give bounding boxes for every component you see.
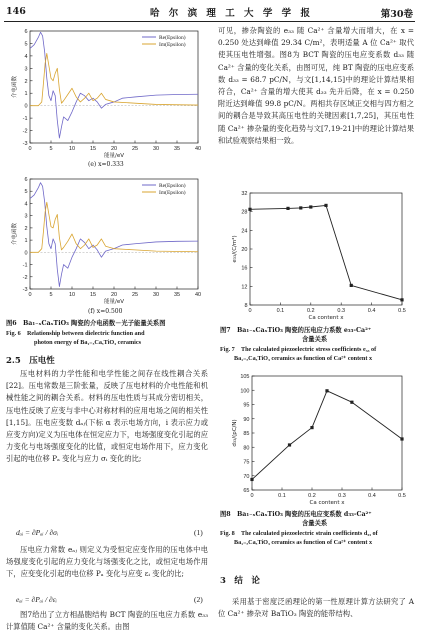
fig6f-x-axis-label: 能量/eV (104, 299, 124, 305)
results-paragraph-text: 可见，掺杂陶瓷的 e₃₃ 随 Ca²⁺ 含量增大而增大，在 x = 0.250 处达到峰值 29.34 C/m²，表明适量 A 位 Ca²⁺ 取代使其压电性增强。图8为 BCT 陶瓷的压电应变系数 d₃₃ 随 Ca²⁺ 含量的变化关系，由图可见，纯 BT 陶瓷的压电应变系数 d₃₃ = 68.7 pC/N，与文[1,14,15]中的理论计算结果相符合，Ca²⁺ 含量的增大使其 d₃₃ 先升后降，在 x = 0.250 附近达到峰值 99.8 pC/N。两相共存区域正交相与四方相之间的耦合是导致其高压电性的关键因素[1,7,25]，其压电性随 Ca²⁺ 掺杂量的变化趋势与文[7,19-21]中的理论计算结果和试验观察结果相一致。 (218, 26, 414, 145)
fig8-plot-frame (252, 376, 402, 490)
fig7-caption-cn-2: 含量关系 (302, 336, 328, 343)
fig8-y-tick-label: 105 (240, 374, 250, 380)
fig6f-sublabel: (f) x=0.500 (88, 308, 123, 315)
fig6f-legend-label-1: Im(Epsilon) (159, 190, 186, 196)
fig6f-y-tick-label: 5 (24, 189, 28, 196)
fig7-x-tick-label: 0.4 (367, 308, 376, 314)
fig7-data-point (350, 284, 353, 287)
fig6e-y-axis-label: 介电函数 (12, 75, 18, 99)
fig6f-y-tick-label: 0 (24, 250, 28, 257)
fig8-x-tick-label: 0.2 (308, 493, 316, 499)
fig6f-y-tick-label: 1 (24, 238, 28, 245)
fig6-caption-en-1: Fig. 6 Relationship between dielectric function and (6, 330, 145, 337)
fig6e-chart (10, 27, 202, 161)
fig6f-x-tick-label: 5 (49, 292, 53, 298)
fig7-data-point (400, 298, 403, 301)
fig6f-x-tick-label: 25 (131, 292, 139, 298)
fig6e-x-tick-label: 35 (173, 146, 181, 152)
equation-1-number: (1) (194, 528, 203, 537)
para1-text: 压电材料的力学性能和电学性能之间存在线性耦合关系[22]。压电常数是三阶张量，反映了压电材料的介电性能和机械性能之间的耦合关系。材料的压电性质与其成分密切相关，压电性反映了应变与非中心对称材料的应用电场之间的相关性[1,15]。压电应变数 dₐⱼ(下标 α 表示电场方向，i 表示应力或应变方向)定义为压电体在恒定应力下，电场强度变化引起的应力变化与电场强度变化的比值，或恒定电场作用下，应力变化引起的电位移 Pₐ 变化与应力 σᵢ 变化的比; (6, 369, 208, 464)
fig8-svg (230, 370, 410, 510)
fig6e-x-axis-label: 能量/eV (104, 153, 124, 159)
fig8-data-point (400, 437, 403, 440)
section-3-para-text: 采用基于密度泛函理论的第一性原理计算方法研究了 A 位 Ca²⁺ 掺杂对 BaTiO₃ 陶瓷的能带结构、 (218, 597, 414, 619)
fig6f-y-tick-label: 2 (24, 225, 28, 232)
fig6e-y-tick-label: 6 (24, 29, 28, 35)
fig6e-x-tick-label: 40 (194, 146, 202, 152)
fig7-caption-en-2: Ba₁₋ₓCaₓTiO₃ ceramics as function of Ca²⁺ content x (234, 355, 373, 362)
fig7-series-0-line (250, 205, 402, 299)
fig6f-x-tick-label: 30 (152, 292, 160, 298)
fig6e-series-0-line (30, 32, 198, 138)
fig6e-x-tick-label: 30 (152, 146, 160, 152)
fig6e-sublabel: (e) x=0.333 (88, 161, 124, 168)
fig8-y-tick-label: 75 (243, 459, 250, 466)
journal-title: 哈 尔 滨 理 工 大 学 学 报 (150, 8, 313, 19)
fig7-caption-cn-1: 图7 Ba₁₋ₓCaₓTiO₃ 陶瓷的压电应力系数 e₃₃-Ca²⁺ (220, 327, 372, 334)
fig8-y-axis-label: d₃₃/(pC/N) (232, 419, 238, 447)
fig7-y-tick-label: 20 (241, 247, 248, 253)
fig8-data-point (350, 401, 353, 404)
fig6e-y-tick-label: -3 (22, 141, 28, 147)
fig6e-y-tick-label: 2 (24, 78, 28, 85)
fig8-data-point (325, 389, 328, 392)
fig8-y-tick-label: 90 (243, 416, 250, 423)
fig6f-y-tick-label: -1 (22, 262, 28, 269)
fig7-x-tick-label: 0.1 (276, 308, 285, 314)
fig7-y-tick-label: 28 (241, 209, 248, 216)
fig8-x-tick-label: 0.1 (278, 493, 286, 499)
fig8-caption-en-2: Ba₁₋ₓCaₓTiO₃ ceramics as function of Ca²⁺ content x (234, 539, 373, 546)
fig8-x-axis-label: Ca content x (309, 500, 345, 506)
fig6e-legend-label-1: Im(Epsilon) (159, 42, 186, 48)
fig6e-legend-label-0: Re(Epsilon) (159, 35, 186, 41)
fig7-y-tick-label: 8 (244, 303, 248, 309)
equation-1: dₐᵢ = ∂Pₐᵢ / ∂σᵢ (16, 528, 59, 537)
fig8-y-tick-label: 65 (243, 488, 250, 494)
fig7-y-tick-label: 12 (241, 284, 248, 291)
fig6f-y-tick-label: 3 (24, 213, 28, 220)
fig6f-series-0-line (30, 183, 198, 287)
results-paragraph (218, 25, 414, 147)
fig8-data-point (310, 426, 313, 429)
fig6e-y-tick-label: 5 (24, 41, 28, 48)
fig7-plot-frame (250, 193, 402, 305)
fig7-y-tick-label: 32 (241, 191, 248, 197)
section-2-5-title: 2.5 压电性 (6, 356, 55, 366)
para3-text: 图7给出了立方相晶胞结构 BCT 陶瓷的压电应力系数 e₃₃ 计算值随 Ca²⁺ 含量的变化关系。由图 (6, 610, 208, 632)
fig8-series-0-line (252, 391, 402, 480)
running-header (0, 4, 427, 20)
fig6f-y-tick-label: 4 (24, 201, 28, 208)
fig6e-svg (10, 27, 202, 161)
fig6e-y-tick-label: 4 (24, 53, 28, 60)
fig6f-x-tick-label: 20 (110, 292, 118, 298)
fig6f-svg (10, 175, 202, 307)
fig7-x-tick-label: 0.3 (337, 308, 346, 314)
fig8-x-tick-label: 0.5 (398, 493, 406, 499)
fig8-y-tick-label: 80 (243, 445, 250, 452)
equation-2-number: (2) (194, 595, 203, 604)
fig8-caption-cn-1: 图8 Ba₁₋ₓCaₓTiO₃ 陶瓷的压电应变系数 d₃₃-Ca²⁺ (220, 511, 372, 518)
fig7-caption-en-1: Fig. 7 The calculated piezoelectric stress coefficients e₃₃ of (220, 346, 377, 353)
fig8-caption-en-1: Fig. 8 The calculated piezoelectric strain coefficients d₃₃ of (220, 530, 378, 537)
header-rule (4, 21, 415, 22)
fig7-svg (230, 187, 410, 325)
fig7-data-point (309, 205, 312, 208)
section-3-title: 3 结 论 (220, 576, 260, 586)
fig7-x-tick-label: 0 (248, 308, 252, 314)
section-3-para (218, 596, 414, 620)
fig6e-y-tick-label: 0 (24, 103, 28, 110)
fig7-data-point (248, 208, 251, 211)
fig7-data-point (299, 206, 302, 209)
fig6e-y-tick-label: 3 (24, 66, 28, 73)
equation-2: eₐᵢ = ∂Pₐᵢ / ∂εᵢ (16, 595, 57, 604)
fig6e-y-tick-label: -2 (22, 128, 28, 135)
fig8-x-tick-label: 0.3 (338, 493, 346, 499)
fig8-y-tick-label: 100 (240, 388, 250, 395)
fig7-chart (230, 187, 410, 325)
fig7-y-tick-label: 16 (241, 265, 248, 272)
fig6e-x-tick-label: 25 (131, 146, 139, 152)
fig7-x-axis-label: Ca content x (308, 315, 344, 321)
fig7-x-tick-label: 0.5 (398, 308, 406, 314)
fig8-y-tick-label: 70 (243, 473, 250, 480)
fig6f-y-tick-label: -3 (22, 287, 28, 293)
fig6e-x-tick-label: 20 (110, 146, 118, 152)
fig6e-x-tick-label: 5 (49, 146, 53, 152)
fig7-x-tick-label: 0.2 (306, 308, 315, 314)
fig8-y-tick-label: 95 (243, 402, 250, 409)
section-2-5-para3 (6, 609, 208, 633)
fig6f-legend-label-0: Re(Epsilon) (159, 183, 186, 189)
fig6e-y-tick-label: 1 (24, 91, 28, 98)
section-2-5-para2 (6, 544, 208, 581)
fig6f-x-tick-label: 10 (68, 292, 76, 298)
fig8-data-point (288, 443, 291, 446)
fig6e-x-tick-label: 15 (89, 146, 97, 152)
page-number: 146 (6, 6, 26, 17)
fig7-data-point (324, 204, 327, 207)
fig8-chart (230, 370, 410, 510)
volume-label: 第30卷 (380, 9, 413, 20)
fig8-y-tick-label: 85 (243, 431, 250, 437)
fig6f-x-tick-label: 40 (194, 292, 202, 298)
fig6f-chart (10, 175, 202, 307)
fig7-y-tick-label: 24 (241, 228, 248, 235)
fig6f-x-tick-label: 15 (89, 292, 97, 298)
fig8-x-tick-label: 0 (250, 493, 254, 499)
fig6f-x-tick-label: 0 (28, 292, 32, 298)
para2-text: 压电应力常数 eₐⱼ 则定义为受恒定应变作用的压电体中电场强度变化引起的应力变化与场强变化之比，或恒定电场作用下，应变变化引起的电位移 Pₐ 变化与应变 εᵢ 变化的比; (6, 545, 208, 579)
fig6f-x-tick-label: 35 (173, 292, 181, 298)
fig6-caption-cn: 图6 Ba₁₋ₓCaₓTiO₃ 陶瓷的介电函数－光子能量关系图 (6, 320, 166, 327)
fig6f-y-axis-label: 介电函数 (12, 222, 18, 246)
fig6f-y-tick-label: 6 (24, 177, 28, 183)
fig6f-y-tick-label: -2 (22, 274, 28, 281)
fig7-y-axis-label: e₃₃/(C/m²) (232, 235, 238, 263)
fig8-caption-cn-2: 含量关系 (302, 520, 328, 527)
fig6e-x-tick-label: 0 (28, 146, 32, 152)
fig6-caption-en-2: photon energy of Ba₁₋ₓCaₓTiO₃ ceramics (34, 339, 141, 346)
section-2-5-para1 (6, 368, 208, 466)
fig8-data-point (250, 478, 253, 481)
fig6e-y-tick-label: -1 (22, 116, 28, 123)
fig8-x-tick-label: 0.4 (368, 493, 376, 499)
fig7-data-point (286, 207, 289, 210)
fig6e-x-tick-label: 10 (68, 146, 76, 152)
